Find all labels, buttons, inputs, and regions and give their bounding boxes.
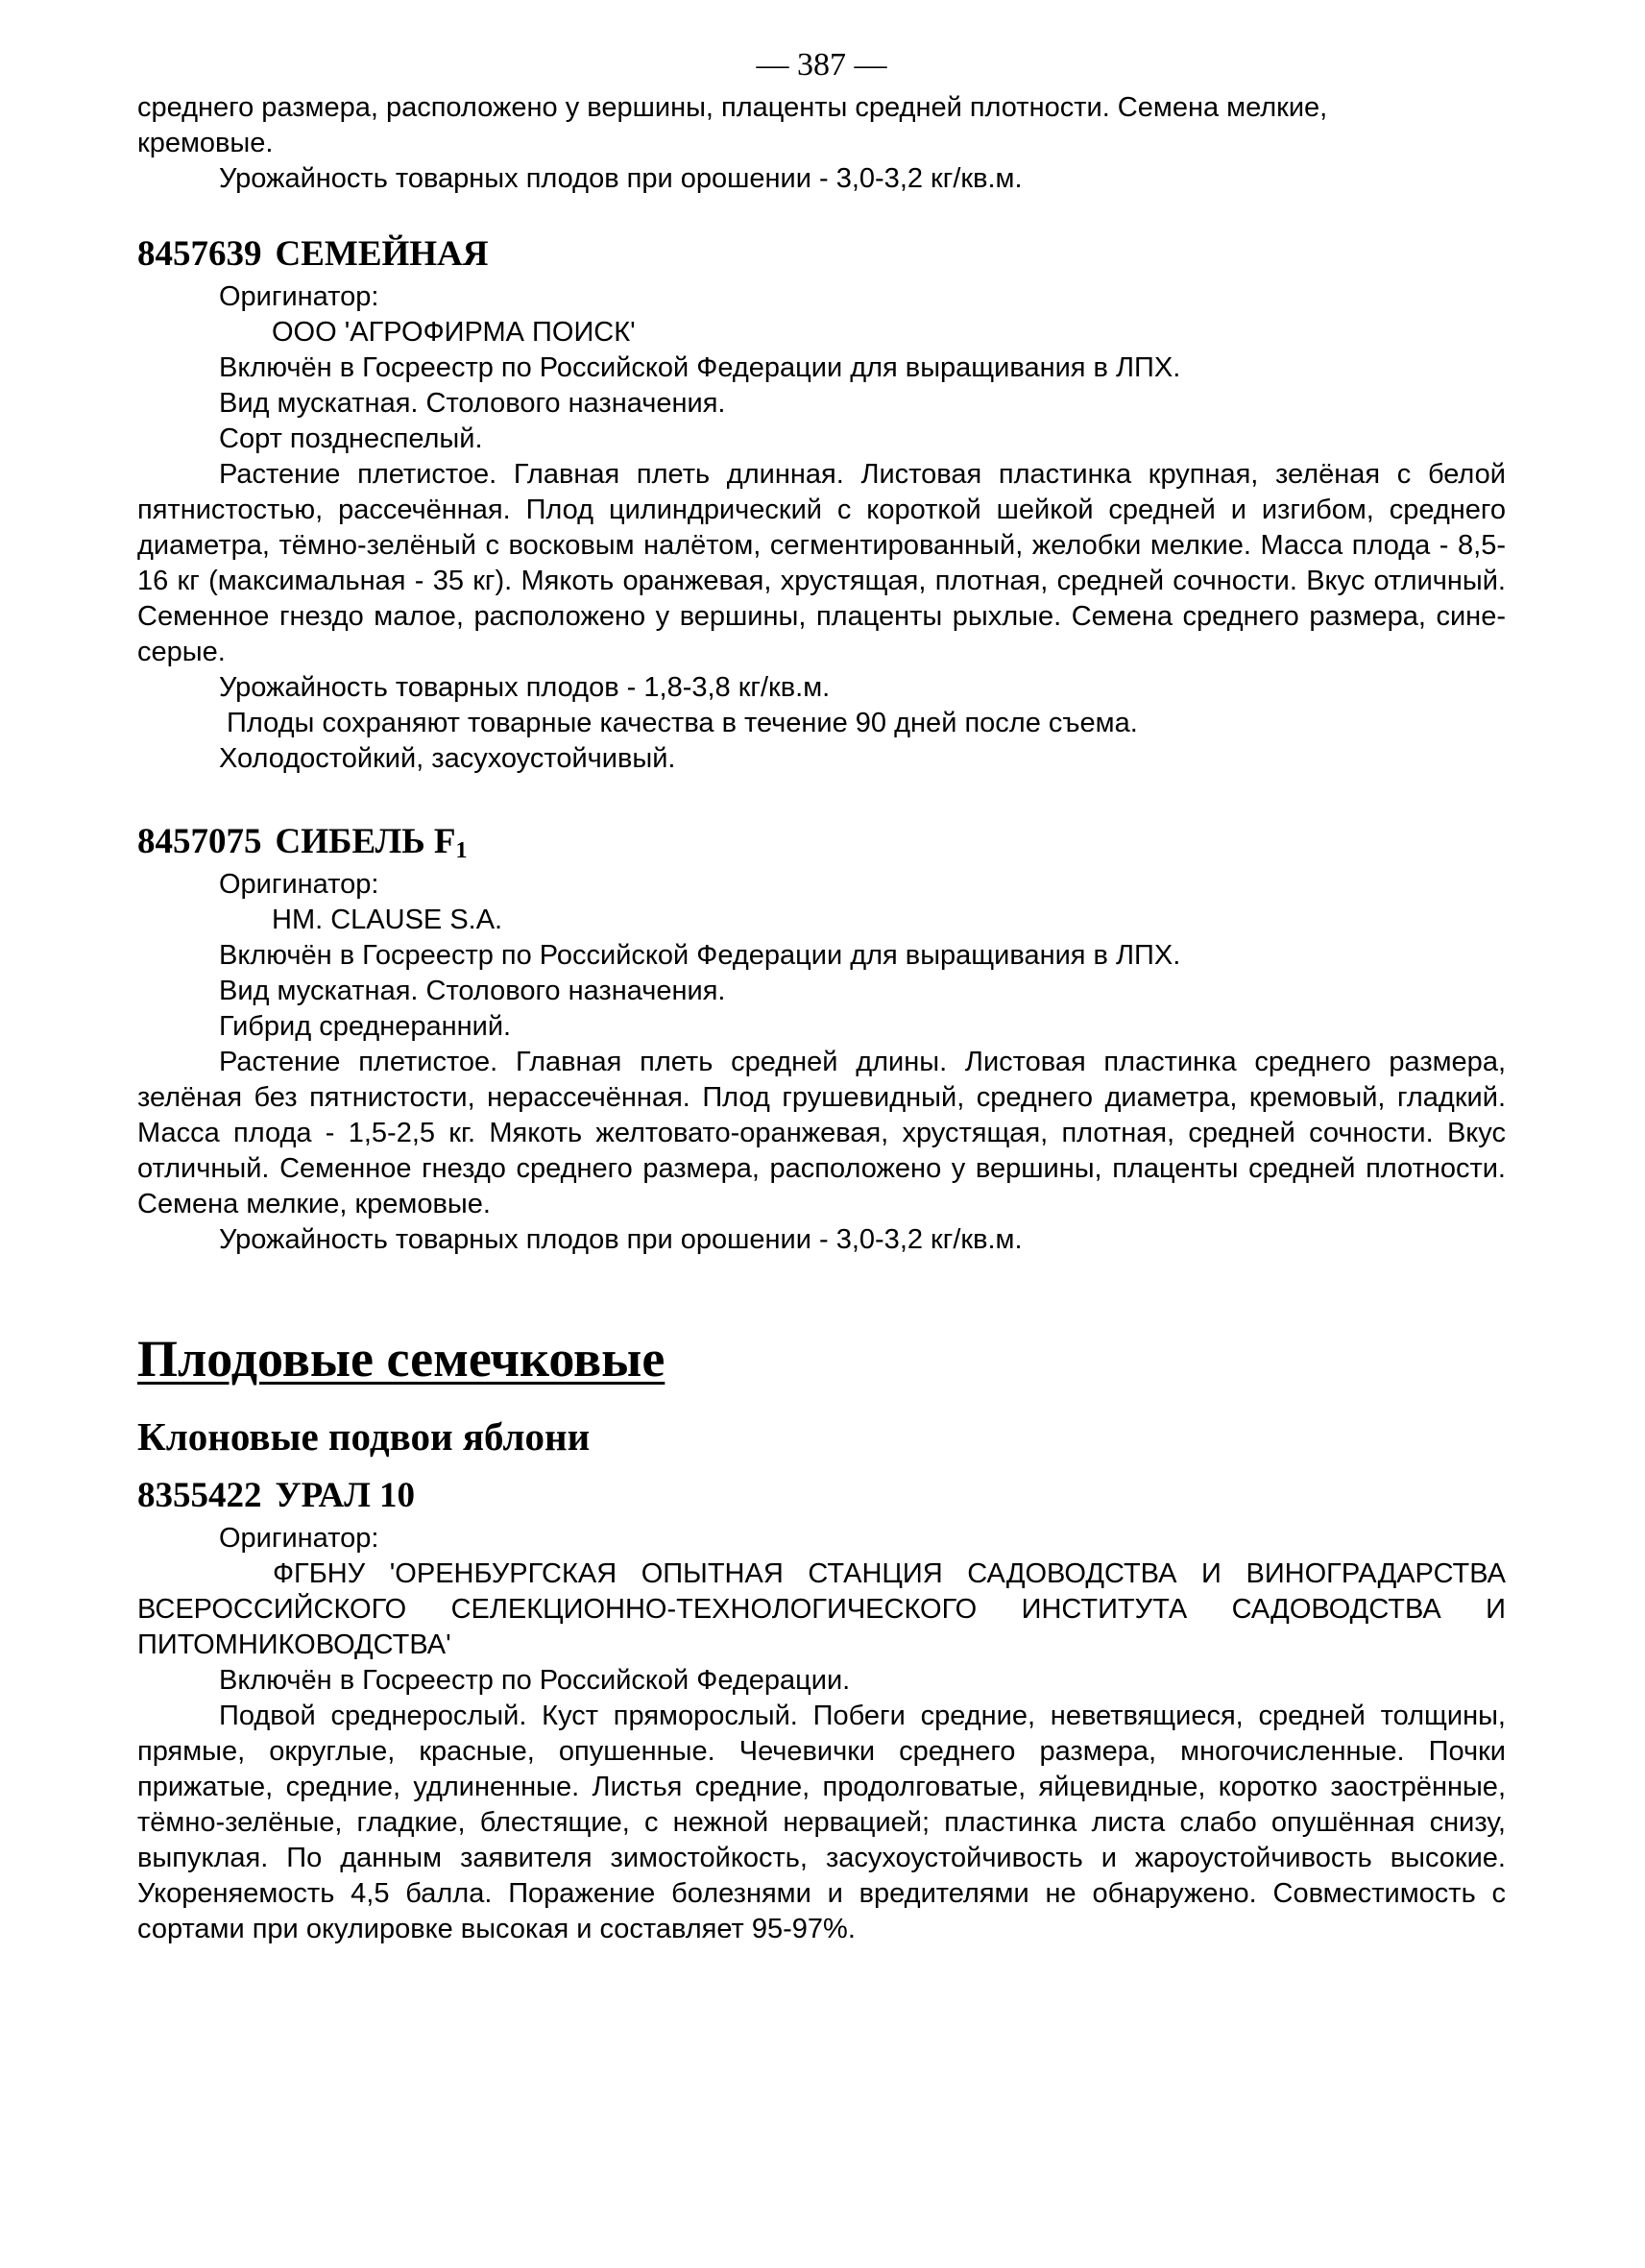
variety-name: СЕМЕЙНАЯ	[275, 234, 489, 274]
variety-entry-semeynaya	[137, 233, 1506, 777]
continuation-block	[137, 90, 1506, 197]
variety-hardiness: Холодостойкий, засухоустойчивый.	[219, 743, 676, 774]
continuation-yield: Урожайность товарных плодов при орошении - 3,0-3,2 кг/кв.м.	[219, 163, 1023, 194]
variety-heading	[137, 821, 1506, 863]
originator-name: ФГБНУ 'ОРЕНБУРГСКАЯ ОПЫТНАЯ СТАНЦИЯ САДОВОДСТВА И ВИНОГРАДАРСТВА ВСЕРОССИЙСКОГО СЕЛЕКЦИОННО-ТЕХНОЛОГИЧЕСКОГО ИНСТИТУТА САДОВОДСТВА И ПИТОМНИКОВОДСТВА'	[137, 1558, 1506, 1660]
variety-heading	[137, 1475, 1506, 1517]
variety-description: Подвой среднерослый. Куст пряморослый. Побеги средние, неветвящиеся, средней толщины, прямые, округлые, красные, опушенные. Чечевички среднего размера, многочисленные. Почки прижатые, средние, удлиненные. Листья средние, продолговатые, яйцевидные, коротко заострённые, тёмно-зелёные, гладкие, блестящие, с нежной нервацией; пластинка листа слабо опушённая снизу, выпуклая. По данным заявителя зимостойкость, засухоустойчивость и жароустойчивость высокие. Укореняемость 4,5 балла. Поражение болезнями и вредителями не обнаружено. Совместимость с сортами при окулировке высокая и составляет 95-97%.	[137, 1701, 1506, 1944]
registry-note: Включён в Госреестр по Российской Федерации.	[219, 1665, 851, 1696]
continuation-line: кремовые.	[137, 128, 274, 158]
variety-storage: Плоды сохраняют товарные качества в течение 90 дней после съема.	[219, 708, 1138, 738]
variety-heading	[137, 233, 1506, 276]
originator-name: ООО 'АГРОФИРМА ПОИСК'	[272, 317, 636, 348]
originator-name: HM. CLAUSE S.A.	[272, 905, 503, 935]
variety-yield: Урожайность товарных плодов - 1,8-3,8 кг/кв.м.	[219, 672, 831, 703]
continuation-line: среднего размера, расположено у вершины, плаценты средней плотности. Семена мелкие,	[137, 92, 1328, 123]
variety-ripeness: Сорт позднеспелый.	[219, 423, 483, 454]
originator-label: Оригинатор:	[219, 1523, 379, 1554]
variety-type: Вид мускатная. Столового назначения.	[219, 976, 726, 1006]
variety-type: Вид мускатная. Столового назначения.	[219, 388, 726, 419]
variety-entry-ural-10	[137, 1475, 1506, 1947]
variety-yield: Урожайность товарных плодов при орошении - 3,0-3,2 кг/кв.м.	[219, 1224, 1023, 1255]
variety-name: УРАЛ 10	[275, 1476, 416, 1515]
variety-entry-sibel	[137, 821, 1506, 1258]
page-number: — 387 —	[756, 47, 887, 83]
variety-code: 8457639	[137, 234, 262, 274]
variety-ripeness: Гибрид среднеранний.	[219, 1011, 512, 1042]
registry-note: Включён в Госреестр по Российской Федерации для выращивания в ЛПХ.	[219, 940, 1181, 971]
registry-note: Включён в Госреестр по Российской Федерации для выращивания в ЛПХ.	[219, 352, 1181, 383]
variety-name: СИБЕЛЬ F	[275, 822, 456, 861]
hybrid-subscript: 1	[455, 838, 468, 863]
variety-code: 8457075	[137, 822, 262, 861]
variety-code: 8355422	[137, 1476, 262, 1515]
document-page	[137, 46, 1506, 1947]
originator-label: Оригинатор:	[219, 281, 379, 312]
section-subtitle: Клоновые подвои яблони	[137, 1414, 591, 1459]
variety-description: Растение плетистое. Главная плеть средней длины. Листовая пластинка среднего размера, зелёная без пятнистости, нерассечённая. Плод грушевидный, среднего диаметра, кремовый, гладкий. Масса плода - 1,5-2,5 кг. Мякоть желтовато-оранжевая, хрустящая, плотная, средней сочности. Вкус отличный. Семенное гнездо среднего размера, расположено у вершины, плаценты средней плотности. Семена мелкие, кремовые.	[137, 1047, 1506, 1219]
variety-description: Растение плетистое. Главная плеть длинная. Листовая пластинка крупная, зелёная с белой пятнистостью, рассечённая. Плод цилиндрический с короткой шейкой средней и изгибом, среднего диаметра, тёмно-зелёный с восковым налётом, сегментированный, желобки мелкие. Масса плода - 8,5-16 кг (максимальная - 35 кг). Мякоть оранжевая, хрустящая, плотная, средней сочности. Вкус отличный. Семенное гнездо малое, расположено у вершины, плаценты рыхлые. Семена среднего размера, сине-серые.	[137, 459, 1506, 667]
originator-label: Оригинатор:	[219, 869, 379, 900]
section-title: Плодовые семечковые	[137, 1330, 665, 1387]
